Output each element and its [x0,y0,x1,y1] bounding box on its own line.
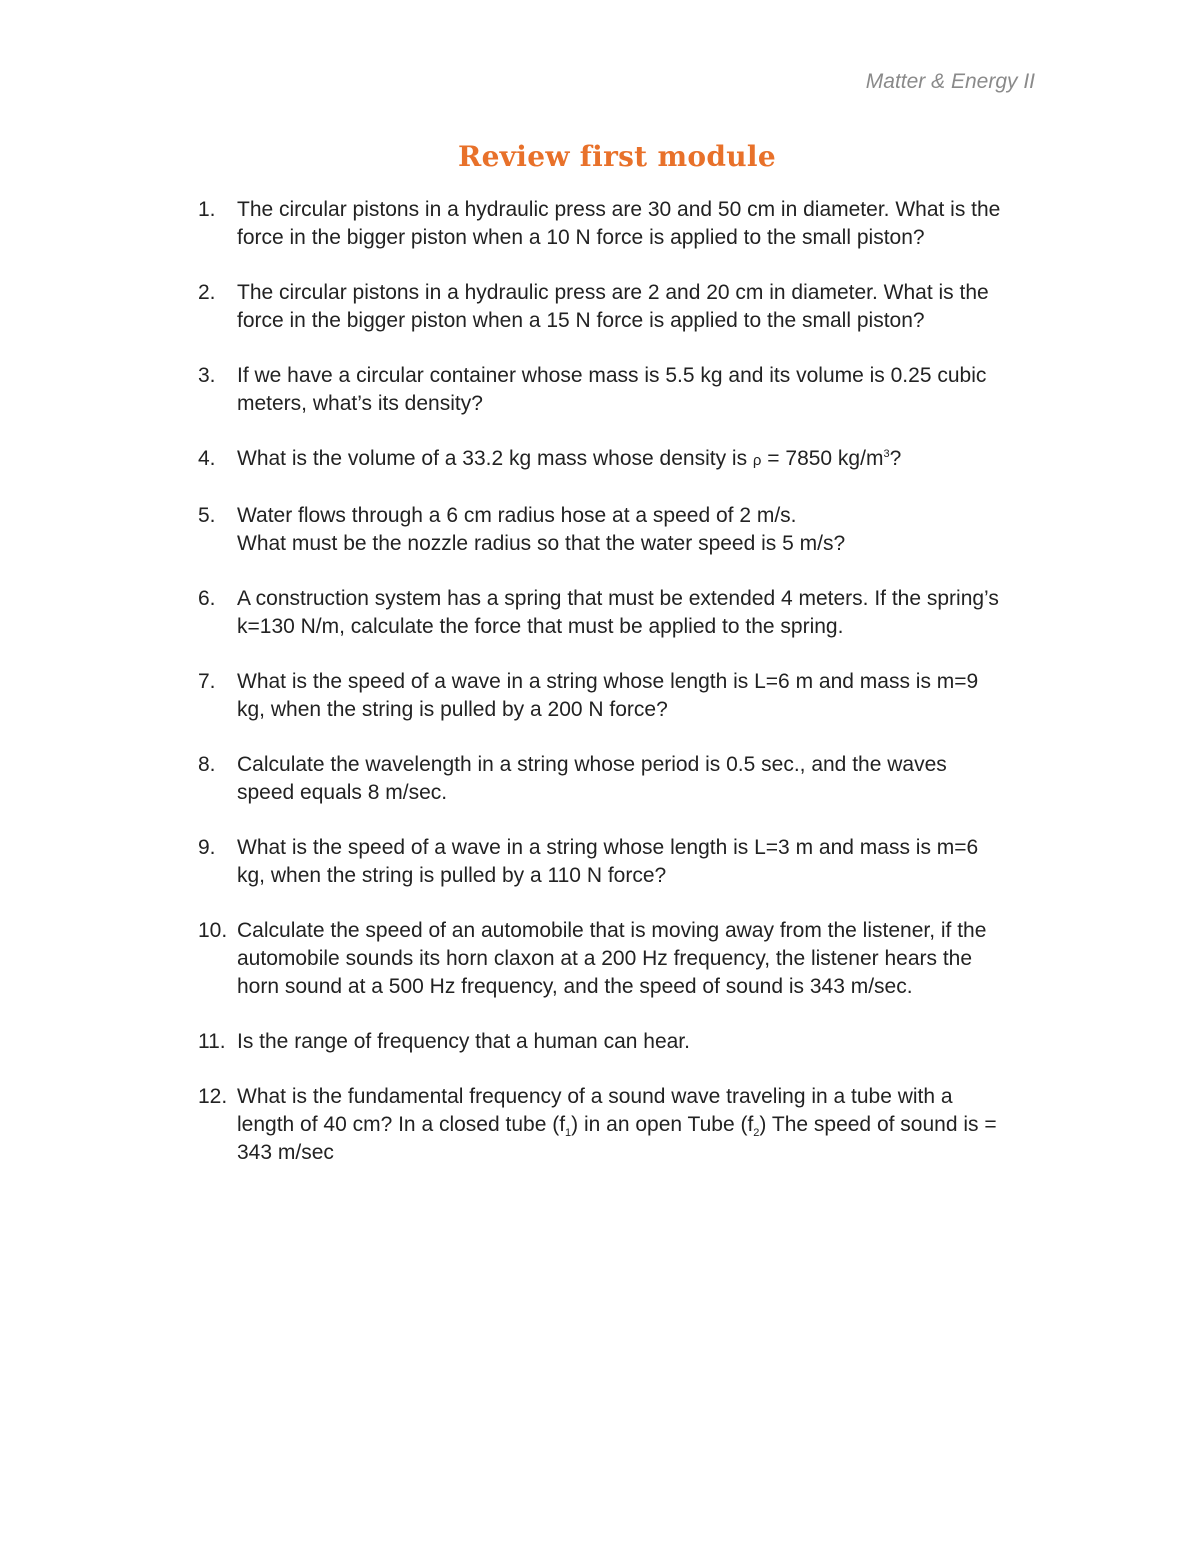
question-text-line: kg, when the string is pulled by a 200 N force? [237,698,668,721]
question-number: 10. [198,919,228,942]
question-9 [195,834,1045,890]
question-number: 1. [198,198,216,221]
question-7 [195,668,1045,724]
question-text-line: kg, when the string is pulled by a 110 N force? [237,864,667,887]
question-text-line [237,445,1045,475]
question-10 [195,917,1045,1001]
question-text: = 7850 kg/m [761,447,884,470]
question-number: 11. [198,1030,226,1053]
question-text-line: The circular pistons in a hydraulic press are 2 and 20 cm in diameter. What is the [237,281,989,304]
density-symbol: ρ [752,452,762,469]
open-tube-subscript: 2 [753,1127,760,1140]
question-number: 8. [198,753,216,776]
question-text: ) The speed of sound is = [759,1113,997,1136]
question-number: 6. [198,587,216,610]
question-text: What is the volume of a 33.2 kg mass whose density is [237,447,753,470]
question-text: length of 40 cm? In a closed tube (f [237,1113,566,1136]
question-text-line: The circular pistons in a hydraulic press are 30 and 50 cm in diameter. What is the [237,198,1001,221]
question-list [195,196,1045,1194]
question-1 [195,196,1045,252]
question-text-line: What is the speed of a wave in a string whose length is L=3 m and mass is m=6 [237,836,979,859]
question-text: ) in an open Tube (f [571,1113,754,1136]
closed-tube-subscript: 1 [565,1127,572,1140]
question-number: 3. [198,364,216,387]
question-text-line: speed equals 8 m/sec. [237,781,448,804]
question-2 [195,279,1045,335]
question-number: 7. [198,670,216,693]
question-number: 5. [198,504,216,527]
question-number: 9. [198,836,216,859]
question-11 [195,1028,1045,1056]
question-6 [195,585,1045,641]
question-text-line: meters, what’s its density? [237,392,483,415]
question-text-line: Is the range of frequency that a human can hear. [237,1030,690,1053]
question-text-line: Calculate the speed of an automobile that is moving away from the listener, if the [237,919,987,942]
question-text-line: automobile sounds its horn claxon at a 200 Hz frequency, the listener hears the [237,947,973,970]
question-text-line: If we have a circular container whose mass is 5.5 kg and its volume is 0.25 cubic [237,364,987,387]
question-text-line: k=130 N/m, calculate the force that must be applied to the spring. [237,615,844,638]
question-8 [195,751,1045,807]
question-4 [195,445,1045,475]
question-text-line: What is the speed of a wave in a string whose length is L=6 m and mass is m=9 [237,670,979,693]
question-text-line: A construction system has a spring that must be extended 4 meters. If the spring’s [237,587,999,610]
question-text-line: horn sound at a 500 Hz frequency, and the speed of sound is 343 m/sec. [237,975,913,998]
question-text-line [237,1111,1045,1139]
running-header: Matter & Energy II [865,70,1035,93]
question-12 [195,1083,1045,1167]
question-number: 4. [198,447,216,470]
question-text-line: What is the fundamental frequency of a sound wave traveling in a tube with a [237,1085,953,1108]
question-text-line: What must be the nozzle radius so that the water speed is 5 m/s? [237,532,846,555]
question-text-line: force in the bigger piston when a 10 N force is applied to the small piston? [237,226,925,249]
question-text-line: 343 m/sec [237,1141,334,1164]
question-text-line: Calculate the wavelength in a string whose period is 0.5 sec., and the waves [237,753,947,776]
question-3 [195,362,1045,418]
question-text: ? [889,447,902,470]
question-5 [195,502,1045,558]
question-text-line: force in the bigger piston when a 15 N force is applied to the small piston? [237,309,925,332]
question-number: 12. [198,1085,228,1108]
cubic-superscript: 3 [883,448,890,460]
question-number: 2. [198,281,216,304]
page-title: Review first module [458,140,776,173]
question-text-line: Water flows through a 6 cm radius hose at a speed of 2 m/s. [237,504,797,527]
